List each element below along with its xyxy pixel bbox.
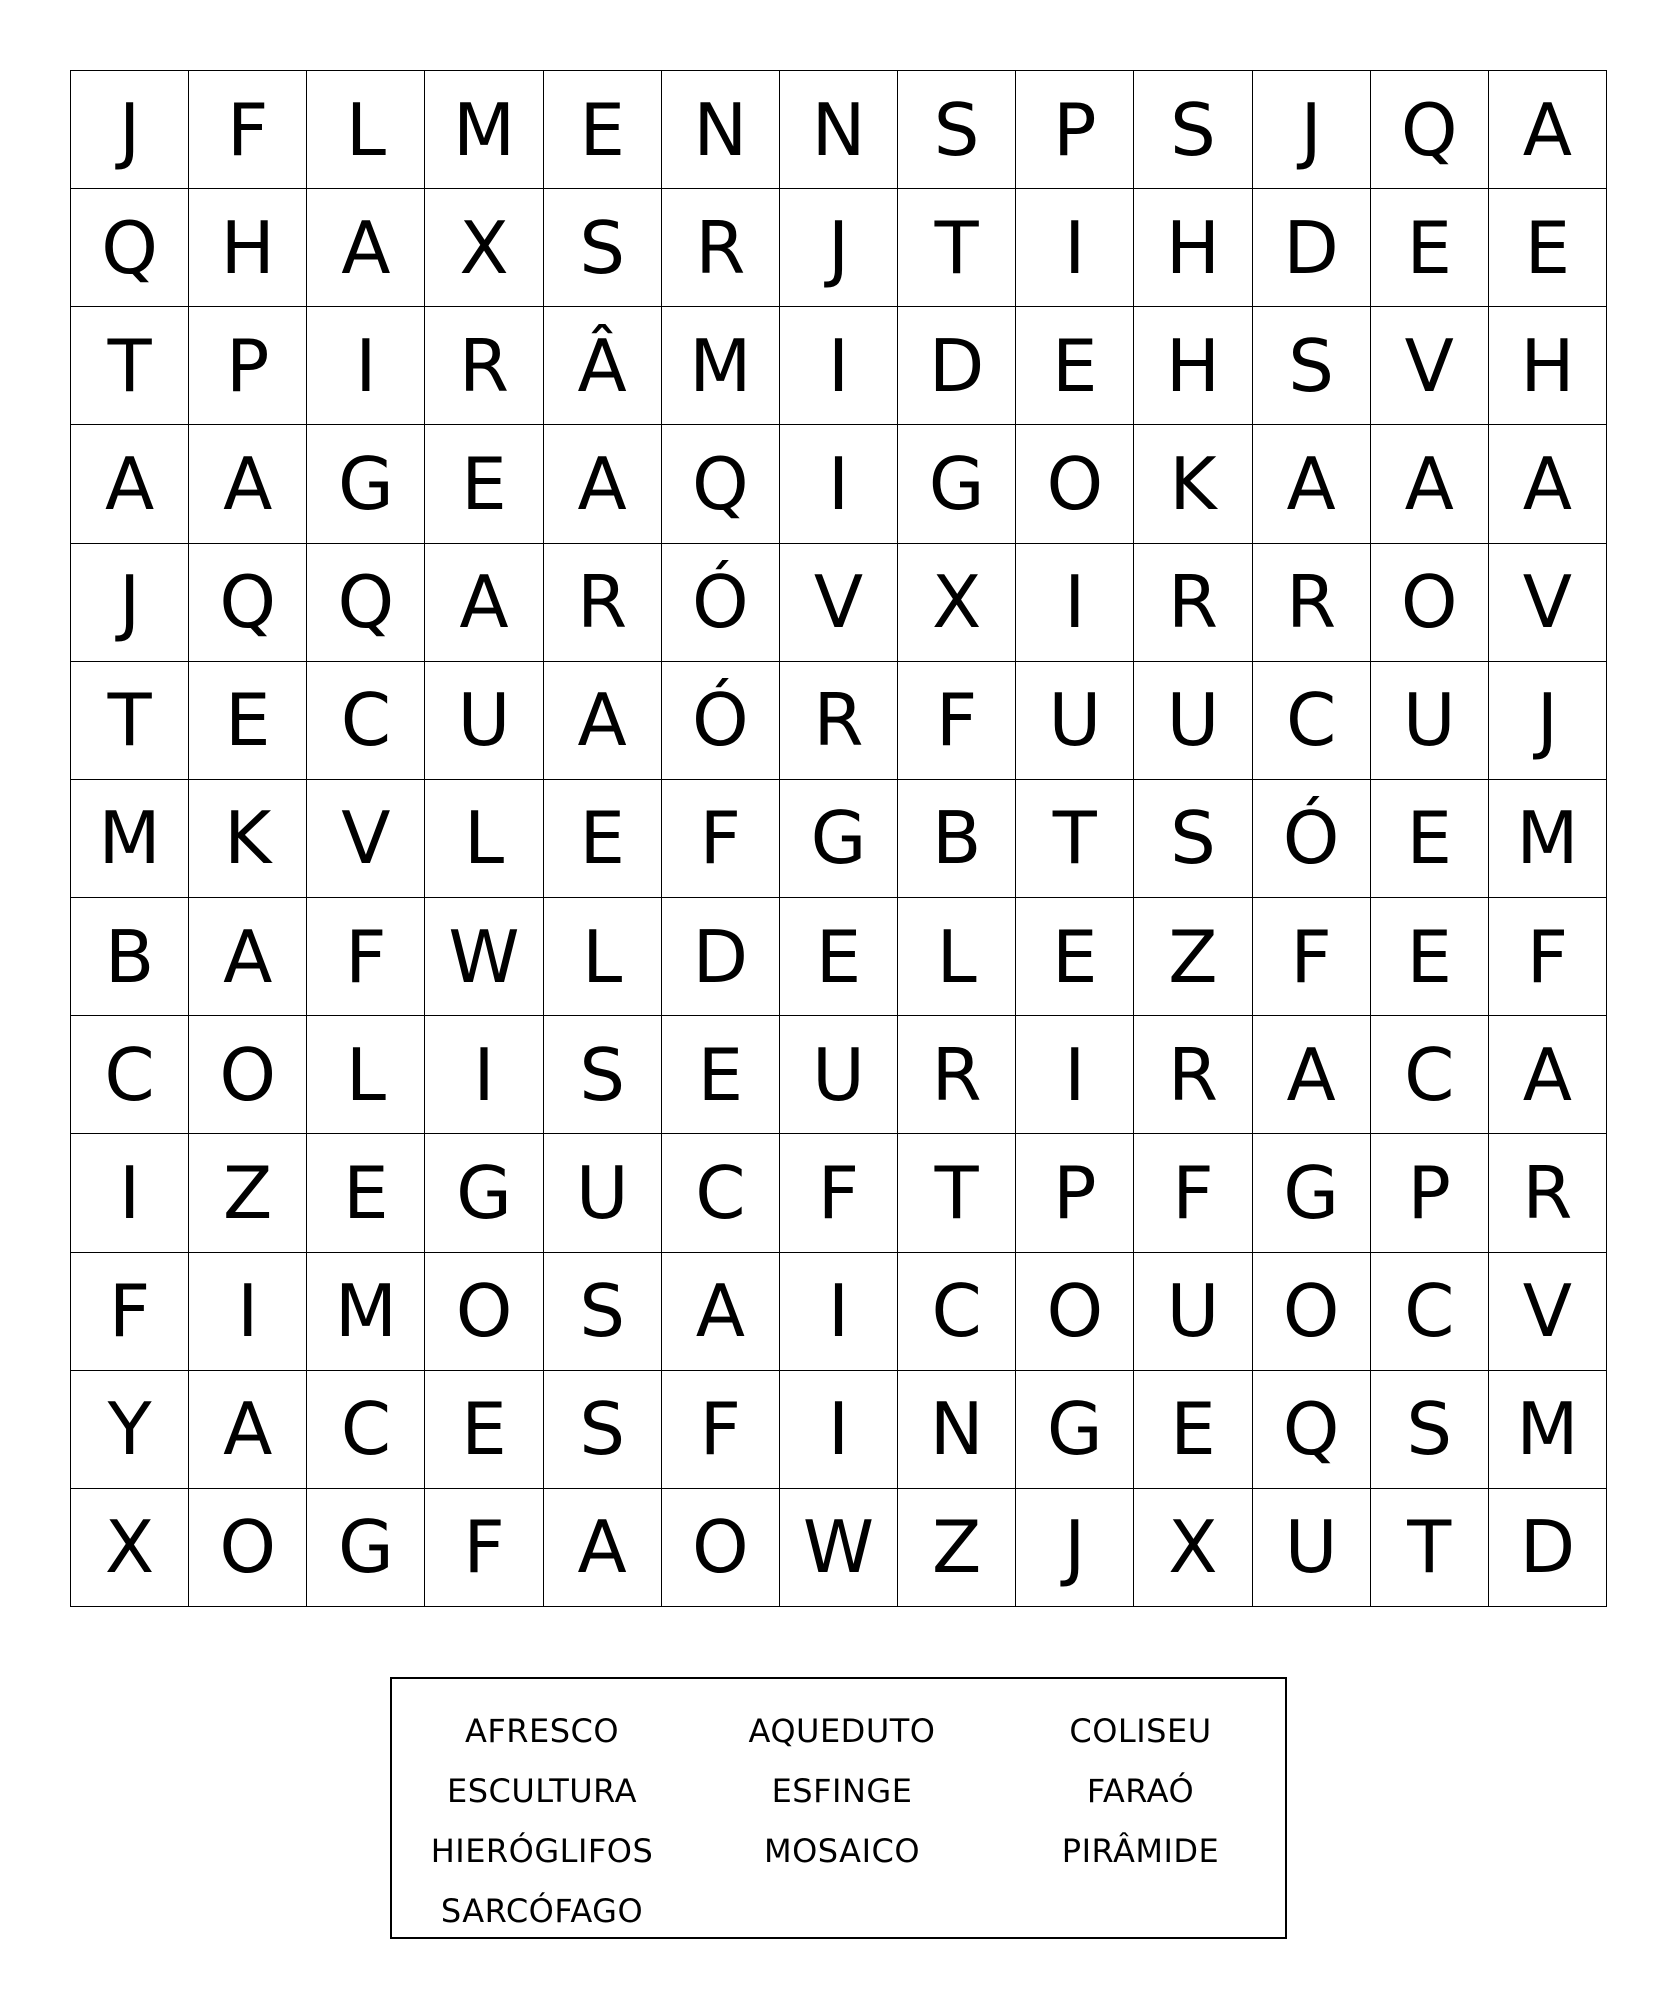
grid-cell[interactable]: U xyxy=(1253,1489,1371,1607)
grid-cell[interactable]: U xyxy=(1134,662,1252,780)
grid-cell[interactable]: L xyxy=(898,898,1016,1016)
grid-cell[interactable]: R xyxy=(662,189,780,307)
word-list-item: AQUEDUTO xyxy=(748,1712,936,1750)
grid-cell[interactable]: G xyxy=(780,780,898,898)
grid-cell[interactable]: U xyxy=(425,662,543,780)
grid-cell[interactable]: W xyxy=(425,898,543,1016)
grid-cell[interactable]: A xyxy=(1489,425,1607,543)
grid-cell[interactable]: Ó xyxy=(662,544,780,662)
grid-cell[interactable]: R xyxy=(544,544,662,662)
grid-cell[interactable]: A xyxy=(189,425,307,543)
grid-cell[interactable]: A xyxy=(1371,425,1489,543)
grid-cell[interactable]: I xyxy=(307,307,425,425)
grid-cell[interactable]: C xyxy=(71,1016,189,1134)
grid-cell[interactable]: I xyxy=(1016,544,1134,662)
word-list-item: PIRÂMIDE xyxy=(1061,1832,1220,1870)
grid-cell[interactable]: Z xyxy=(898,1489,1016,1607)
grid-cell[interactable]: B xyxy=(71,898,189,1016)
word-list-item: MOSAICO xyxy=(763,1832,921,1870)
grid-cell[interactable]: O xyxy=(1253,1253,1371,1371)
grid-cell[interactable]: A xyxy=(1489,71,1607,189)
grid-cell[interactable]: Q xyxy=(307,544,425,662)
grid-cell[interactable]: M xyxy=(1489,1371,1607,1489)
grid-cell[interactable]: M xyxy=(662,307,780,425)
grid-cell[interactable]: E xyxy=(1134,1371,1252,1489)
grid-cell[interactable]: O xyxy=(1371,544,1489,662)
grid-cell[interactable]: M xyxy=(425,71,543,189)
grid-cell[interactable]: F xyxy=(307,898,425,1016)
grid-cell[interactable]: A xyxy=(544,1489,662,1607)
grid-cell[interactable]: A xyxy=(425,544,543,662)
grid-cell[interactable]: S xyxy=(544,1371,662,1489)
word-list-item: SARCÓFAGO xyxy=(440,1892,644,1930)
grid-cell[interactable]: S xyxy=(1253,307,1371,425)
grid-cell[interactable]: X xyxy=(1134,1489,1252,1607)
word-list-item: COLISEU xyxy=(1069,1712,1212,1750)
grid-cell[interactable]: A xyxy=(662,1253,780,1371)
grid-cell[interactable]: S xyxy=(544,189,662,307)
grid-cell[interactable]: F xyxy=(898,662,1016,780)
grid-cell[interactable]: X xyxy=(898,544,1016,662)
grid-cell[interactable]: J xyxy=(1253,71,1371,189)
grid-cell[interactable]: E xyxy=(425,425,543,543)
grid-cell[interactable]: U xyxy=(544,1134,662,1252)
grid-cell[interactable]: A xyxy=(1489,1016,1607,1134)
grid-cell[interactable]: A xyxy=(544,425,662,543)
grid-cell[interactable]: L xyxy=(425,780,543,898)
grid-cell[interactable]: S xyxy=(544,1253,662,1371)
grid-cell[interactable]: Ó xyxy=(1253,780,1371,898)
grid-cell[interactable]: M xyxy=(71,780,189,898)
word-list-box xyxy=(390,1677,1287,1939)
grid-cell[interactable]: I xyxy=(189,1253,307,1371)
grid-cell[interactable]: D xyxy=(898,307,1016,425)
grid-cell[interactable]: C xyxy=(307,662,425,780)
grid-cell[interactable]: W xyxy=(780,1489,898,1607)
grid-cell[interactable]: I xyxy=(780,425,898,543)
grid-cell[interactable]: F xyxy=(1489,898,1607,1016)
grid-cell[interactable]: Z xyxy=(189,1134,307,1252)
grid-cell[interactable]: O xyxy=(1016,1253,1134,1371)
grid-cell[interactable]: C xyxy=(1253,662,1371,780)
grid-cell[interactable]: D xyxy=(1253,189,1371,307)
grid-cell[interactable]: J xyxy=(780,189,898,307)
grid-cell[interactable]: T xyxy=(71,662,189,780)
grid-cell[interactable]: C xyxy=(898,1253,1016,1371)
grid-cell[interactable]: E xyxy=(425,1371,543,1489)
grid-cell[interactable]: U xyxy=(1016,662,1134,780)
grid-cell[interactable]: F xyxy=(189,71,307,189)
grid-cell[interactable]: Ó xyxy=(662,662,780,780)
grid-cell[interactable]: G xyxy=(307,1489,425,1607)
grid-cell[interactable]: T xyxy=(1016,780,1134,898)
grid-cell[interactable]: X xyxy=(425,189,543,307)
grid-cell[interactable]: V xyxy=(1371,307,1489,425)
grid-cell[interactable]: I xyxy=(1016,189,1134,307)
grid-cell[interactable]: G xyxy=(425,1134,543,1252)
grid-cell[interactable]: F xyxy=(662,1371,780,1489)
grid-cell[interactable]: S xyxy=(544,1016,662,1134)
grid-cell[interactable]: E xyxy=(662,1016,780,1134)
grid-cell[interactable]: O xyxy=(1016,425,1134,543)
grid-cell[interactable]: M xyxy=(1489,780,1607,898)
grid-cell[interactable]: S xyxy=(1371,1371,1489,1489)
grid-cell[interactable]: L xyxy=(544,898,662,1016)
grid-cell[interactable]: C xyxy=(662,1134,780,1252)
grid-cell[interactable]: V xyxy=(1489,544,1607,662)
grid-cell[interactable]: P xyxy=(1016,71,1134,189)
grid-cell[interactable]: E xyxy=(1016,898,1134,1016)
grid-cell[interactable]: T xyxy=(898,1134,1016,1252)
grid-cell[interactable]: O xyxy=(425,1253,543,1371)
grid-cell[interactable]: I xyxy=(780,1253,898,1371)
grid-cell[interactable]: Q xyxy=(1371,71,1489,189)
grid-cell[interactable]: E xyxy=(1371,898,1489,1016)
grid-cell[interactable]: E xyxy=(1371,189,1489,307)
grid-cell[interactable]: R xyxy=(780,662,898,780)
grid-cell[interactable]: V xyxy=(307,780,425,898)
grid-cell[interactable]: E xyxy=(1489,189,1607,307)
grid-cell[interactable]: Â xyxy=(544,307,662,425)
grid-cell[interactable]: S xyxy=(898,71,1016,189)
grid-cell[interactable]: F xyxy=(71,1253,189,1371)
grid-cell[interactable]: A xyxy=(71,425,189,543)
grid-cell[interactable]: P xyxy=(189,307,307,425)
grid-cell[interactable]: J xyxy=(71,71,189,189)
word-list-item: FARAÓ xyxy=(1086,1772,1195,1810)
grid-cell[interactable]: C xyxy=(307,1371,425,1489)
grid-cell[interactable]: A xyxy=(1253,1016,1371,1134)
grid-cell[interactable]: Q xyxy=(189,544,307,662)
grid-cell[interactable]: P xyxy=(1371,1134,1489,1252)
grid-cell[interactable]: L xyxy=(307,71,425,189)
grid-cell[interactable]: D xyxy=(1489,1489,1607,1607)
grid-cell[interactable]: C xyxy=(1371,1253,1489,1371)
letter-grid xyxy=(70,70,1607,1607)
grid-cell[interactable]: S xyxy=(1134,780,1252,898)
grid-cell[interactable]: F xyxy=(425,1489,543,1607)
grid-cell[interactable]: H xyxy=(1489,307,1607,425)
grid-cell[interactable]: N xyxy=(898,1371,1016,1489)
grid-cell[interactable]: R xyxy=(898,1016,1016,1134)
grid-cell[interactable]: R xyxy=(1489,1134,1607,1252)
grid-cell[interactable]: V xyxy=(780,544,898,662)
word-list-item: ESFINGE xyxy=(771,1772,913,1810)
grid-cell[interactable]: N xyxy=(780,71,898,189)
grid-cell[interactable]: I xyxy=(425,1016,543,1134)
word-list-item: HIERÓGLIFOS xyxy=(430,1832,654,1870)
grid-cell[interactable]: A xyxy=(307,189,425,307)
grid-cell[interactable]: E xyxy=(780,898,898,1016)
grid-cell[interactable]: R xyxy=(1134,544,1252,662)
grid-cell[interactable]: F xyxy=(1253,898,1371,1016)
grid-cell[interactable]: O xyxy=(189,1016,307,1134)
grid-cell[interactable]: I xyxy=(71,1134,189,1252)
grid-cell[interactable]: S xyxy=(1134,71,1252,189)
grid-cell[interactable]: G xyxy=(898,425,1016,543)
grid-cell[interactable]: O xyxy=(189,1489,307,1607)
grid-cell[interactable]: Q xyxy=(662,425,780,543)
word-list xyxy=(392,1701,1285,1941)
grid-cell[interactable]: D xyxy=(662,898,780,1016)
grid-cell[interactable]: N xyxy=(662,71,780,189)
grid-cell[interactable]: T xyxy=(1371,1489,1489,1607)
grid-cell[interactable]: A xyxy=(1253,425,1371,543)
grid-cell[interactable]: R xyxy=(1134,1016,1252,1134)
grid-cell[interactable]: R xyxy=(425,307,543,425)
grid-cell[interactable]: Z xyxy=(1134,898,1252,1016)
grid-cell[interactable]: E xyxy=(1371,780,1489,898)
grid-cell[interactable]: J xyxy=(1016,1489,1134,1607)
grid-cell[interactable]: E xyxy=(544,71,662,189)
grid-cell[interactable]: V xyxy=(1489,1253,1607,1371)
grid-cell[interactable]: I xyxy=(780,1371,898,1489)
grid-cell[interactable]: X xyxy=(71,1489,189,1607)
grid-cell[interactable]: I xyxy=(780,307,898,425)
grid-cell[interactable]: U xyxy=(1134,1253,1252,1371)
grid-cell[interactable]: M xyxy=(307,1253,425,1371)
grid-cell[interactable]: T xyxy=(898,189,1016,307)
grid-cell[interactable]: B xyxy=(898,780,1016,898)
grid-cell[interactable]: Y xyxy=(71,1371,189,1489)
grid-cell[interactable]: R xyxy=(1253,544,1371,662)
grid-cell[interactable]: F xyxy=(1134,1134,1252,1252)
grid-cell[interactable]: U xyxy=(1371,662,1489,780)
grid-cell[interactable]: Q xyxy=(1253,1371,1371,1489)
grid-cell[interactable]: E xyxy=(189,662,307,780)
grid-cell[interactable]: G xyxy=(307,425,425,543)
grid-cell[interactable]: C xyxy=(1371,1016,1489,1134)
grid-cell[interactable]: Q xyxy=(71,189,189,307)
word-list-item: ESCULTURA xyxy=(446,1772,637,1810)
grid-cell[interactable]: K xyxy=(189,780,307,898)
grid-cell[interactable]: H xyxy=(1134,189,1252,307)
grid-cell[interactable]: E xyxy=(1016,307,1134,425)
grid-cell[interactable]: H xyxy=(1134,307,1252,425)
grid-cell[interactable]: E xyxy=(307,1134,425,1252)
word-list-item: AFRESCO xyxy=(464,1712,620,1750)
grid-cell[interactable]: O xyxy=(662,1489,780,1607)
grid-cell[interactable]: A xyxy=(189,1371,307,1489)
grid-cell[interactable]: F xyxy=(780,1134,898,1252)
grid-cell[interactable]: G xyxy=(1253,1134,1371,1252)
grid-cell[interactable]: G xyxy=(1016,1371,1134,1489)
grid-cell[interactable]: P xyxy=(1016,1134,1134,1252)
grid-cell[interactable]: T xyxy=(71,307,189,425)
grid-cell[interactable]: F xyxy=(662,780,780,898)
grid-cell[interactable]: A xyxy=(189,898,307,1016)
grid-cell[interactable]: L xyxy=(307,1016,425,1134)
grid-cell[interactable]: A xyxy=(544,662,662,780)
grid-cell[interactable]: J xyxy=(71,544,189,662)
grid-cell[interactable]: E xyxy=(544,780,662,898)
grid-cell[interactable]: K xyxy=(1134,425,1252,543)
grid-cell[interactable]: H xyxy=(189,189,307,307)
grid-cell[interactable]: J xyxy=(1489,662,1607,780)
grid-cell[interactable]: U xyxy=(780,1016,898,1134)
grid-cell[interactable]: I xyxy=(1016,1016,1134,1134)
